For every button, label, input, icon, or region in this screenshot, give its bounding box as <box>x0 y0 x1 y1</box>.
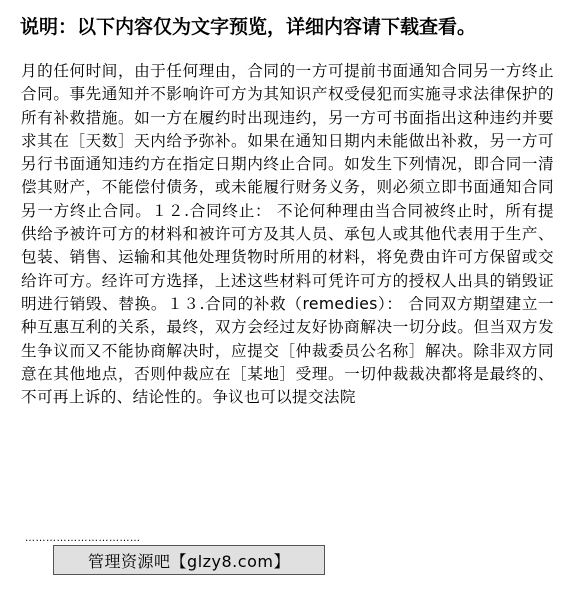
contract-body-text: 月的任何时间，由于任何理由，合同的一方可提前书面通知合同另一方终止合同。事先通知并不影响许可方为其知识产权受侵犯而实施寻求法律保护的所有补救措施。如一方在履约时出现违约，另一方可书面指出这种违约并要求其在［天数］天内给予弥补。如果在通知日期内未能做出补救，另一方可另行书面通知违约方在指定日期内终止合同。如发生下列情况，即合同一清偿其财产，不能偿付债务，或未能履行财务义务，则必须立即书面通知合同另一方终止合同。１２.合同终止： 不论何种理由当合同被终止时，所有提供给予被许可方的材料和被许可方及其人员、承包人或其他代表用于生产、包装、销售、运输和其他处理货物时所用的材料，将免费由许可方保留或交给许可方。经许可方选择，上述这些材料可凭许可方的授权人出具的销毁证明进行销毁、替换。１３.合同的补救（remedies）： 合同双方期望建立一种互惠互利的关系，最终，双方会经过友好协商解决一切分歧。但当双方发生争议而又不能协商解决时，应提交［仲裁委员公名称］解决。除非双方同意在其他地点，否则仲裁应在［某地］受理。一切仲裁裁决都将是最终的、不可再上诉的、结论性的。争议也可以提交法院 <box>21 62 554 407</box>
source-banner[interactable] <box>53 545 325 575</box>
source-label: 管理资源吧【glzy8.com】 <box>88 551 290 571</box>
preview-notice: 说明：以下内容仅为文字预览，详细内容请下载查看。 <box>20 16 477 38</box>
dotted-separator: …………………………… <box>25 536 141 542</box>
